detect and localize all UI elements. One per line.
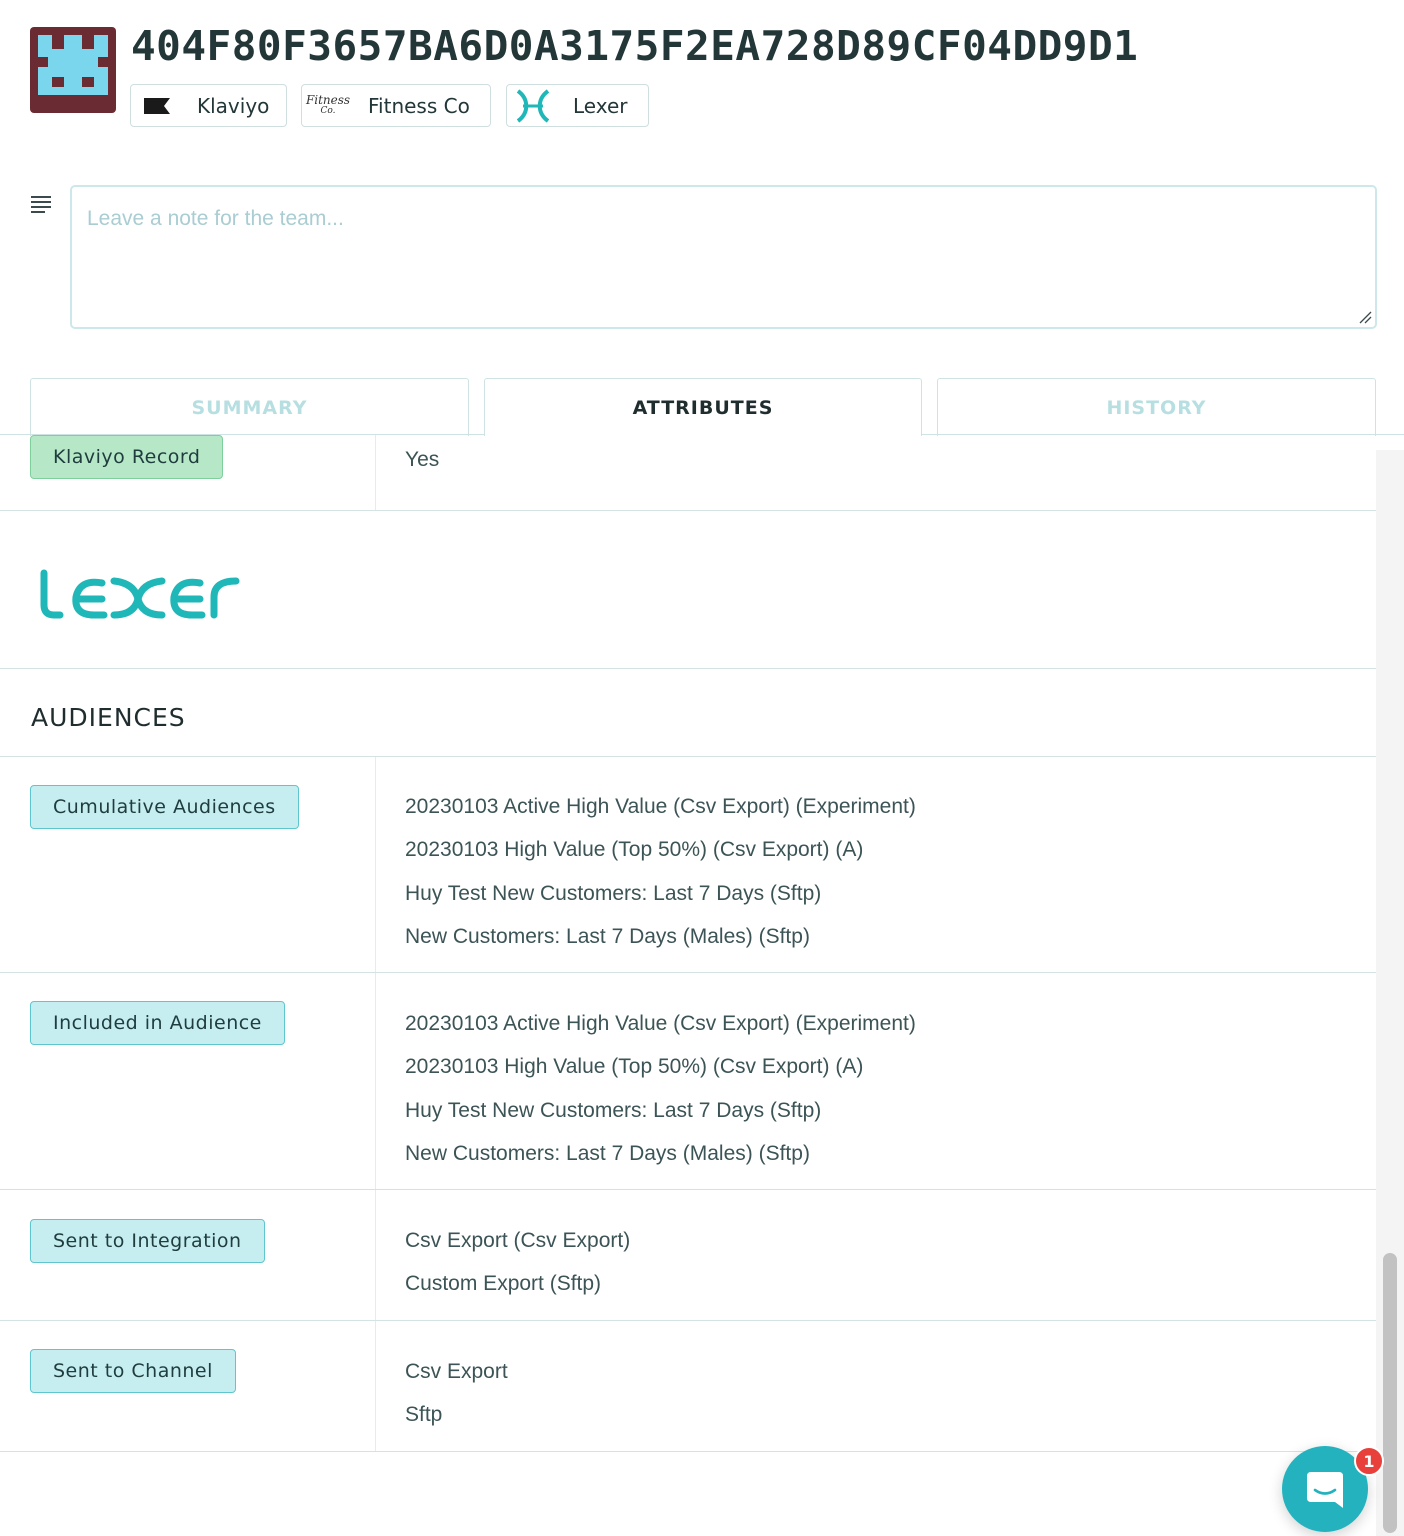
attribute-values [405, 785, 916, 958]
attribute-row-klaviyo-record [0, 435, 1376, 511]
record-header [0, 0, 1404, 150]
attribute-value: Huy Test New Customers: Last 7 Days (Sftp) [405, 881, 822, 905]
chip-label: Klaviyo [197, 94, 270, 118]
tab-history[interactable]: HISTORY [937, 378, 1376, 436]
attributes-panel [0, 435, 1376, 1536]
lexer-x-icon [513, 90, 553, 122]
vertical-scrollbar[interactable] [1376, 450, 1404, 1536]
attribute-value: New Customers: Last 7 Days (Males) (Sftp) [405, 924, 810, 948]
attribute-value: Sftp [405, 1403, 443, 1427]
attribute-value: Yes [405, 448, 440, 471]
team-note-box[interactable] [70, 185, 1377, 329]
attribute-value: 20230103 Active High Value (Csv Export) (Experiment) [405, 1012, 916, 1035]
notes-lines-icon [31, 196, 51, 212]
attribute-value: Huy Test New Customers: Last 7 Days (Sftp) [405, 1098, 822, 1122]
resize-grip-icon[interactable] [1359, 311, 1372, 324]
attribute-label-pill: Sent to Channel [30, 1349, 236, 1393]
attribute-value: 20230103 High Value (Top 50%) (Csv Export) (A) [405, 838, 864, 862]
tab-summary[interactable]: SUMMARY [30, 378, 469, 436]
lexer-wordmark-logo [38, 569, 242, 623]
attribute-values [405, 1350, 508, 1437]
chat-bubble-icon [1305, 1470, 1345, 1510]
attribute-row [0, 757, 1376, 973]
record-tabs [0, 378, 1404, 436]
tab-attributes[interactable]: ATTRIBUTES [484, 378, 922, 436]
attribute-value: Custom Export (Sftp) [405, 1272, 602, 1296]
chip-lexer[interactable] [506, 84, 649, 127]
attribute-values [405, 1002, 916, 1175]
audiences-section-header [0, 669, 1376, 757]
attribute-row [0, 973, 1376, 1190]
attribute-value: New Customers: Last 7 Days (Males) (Sftp) [405, 1141, 810, 1165]
attribute-label-pill: Sent to Integration [30, 1219, 265, 1263]
identicon-avatar [30, 27, 116, 113]
attribute-value: 20230103 Active High Value (Csv Export) (Experiment) [405, 795, 916, 818]
attribute-values [405, 438, 439, 481]
attribute-label-pill: Klaviyo Record [30, 435, 223, 479]
attribute-row [0, 1321, 1376, 1452]
attribute-row [0, 1190, 1376, 1321]
record-id-title: 404F80F3657BA6D0A3175F2EA728D89CF04DD9D1 [131, 22, 1139, 70]
chip-fitness-co[interactable] [301, 84, 491, 127]
fitness-co-logo: Fitness Co. [305, 93, 351, 116]
attribute-label-pill: Included in Audience [30, 1001, 285, 1045]
scrollbar-thumb[interactable] [1383, 1253, 1397, 1533]
team-note-input[interactable] [72, 187, 1375, 327]
attribute-values [405, 1219, 630, 1306]
chip-label: Lexer [573, 94, 628, 118]
unread-count-badge: 1 [1354, 1446, 1384, 1476]
attribute-value: Csv Export (Csv Export) [405, 1229, 631, 1252]
attribute-label-pill: Cumulative Audiences [30, 785, 299, 829]
klaviyo-flag-icon [137, 90, 177, 122]
chip-label: Fitness Co [368, 94, 470, 118]
section-title: AUDIENCES [31, 703, 186, 732]
attribute-value: 20230103 High Value (Top 50%) (Csv Export) (A) [405, 1055, 864, 1079]
attribute-value: Csv Export [405, 1360, 508, 1383]
chip-klaviyo[interactable] [130, 84, 287, 127]
integration-section-header [0, 511, 1376, 669]
